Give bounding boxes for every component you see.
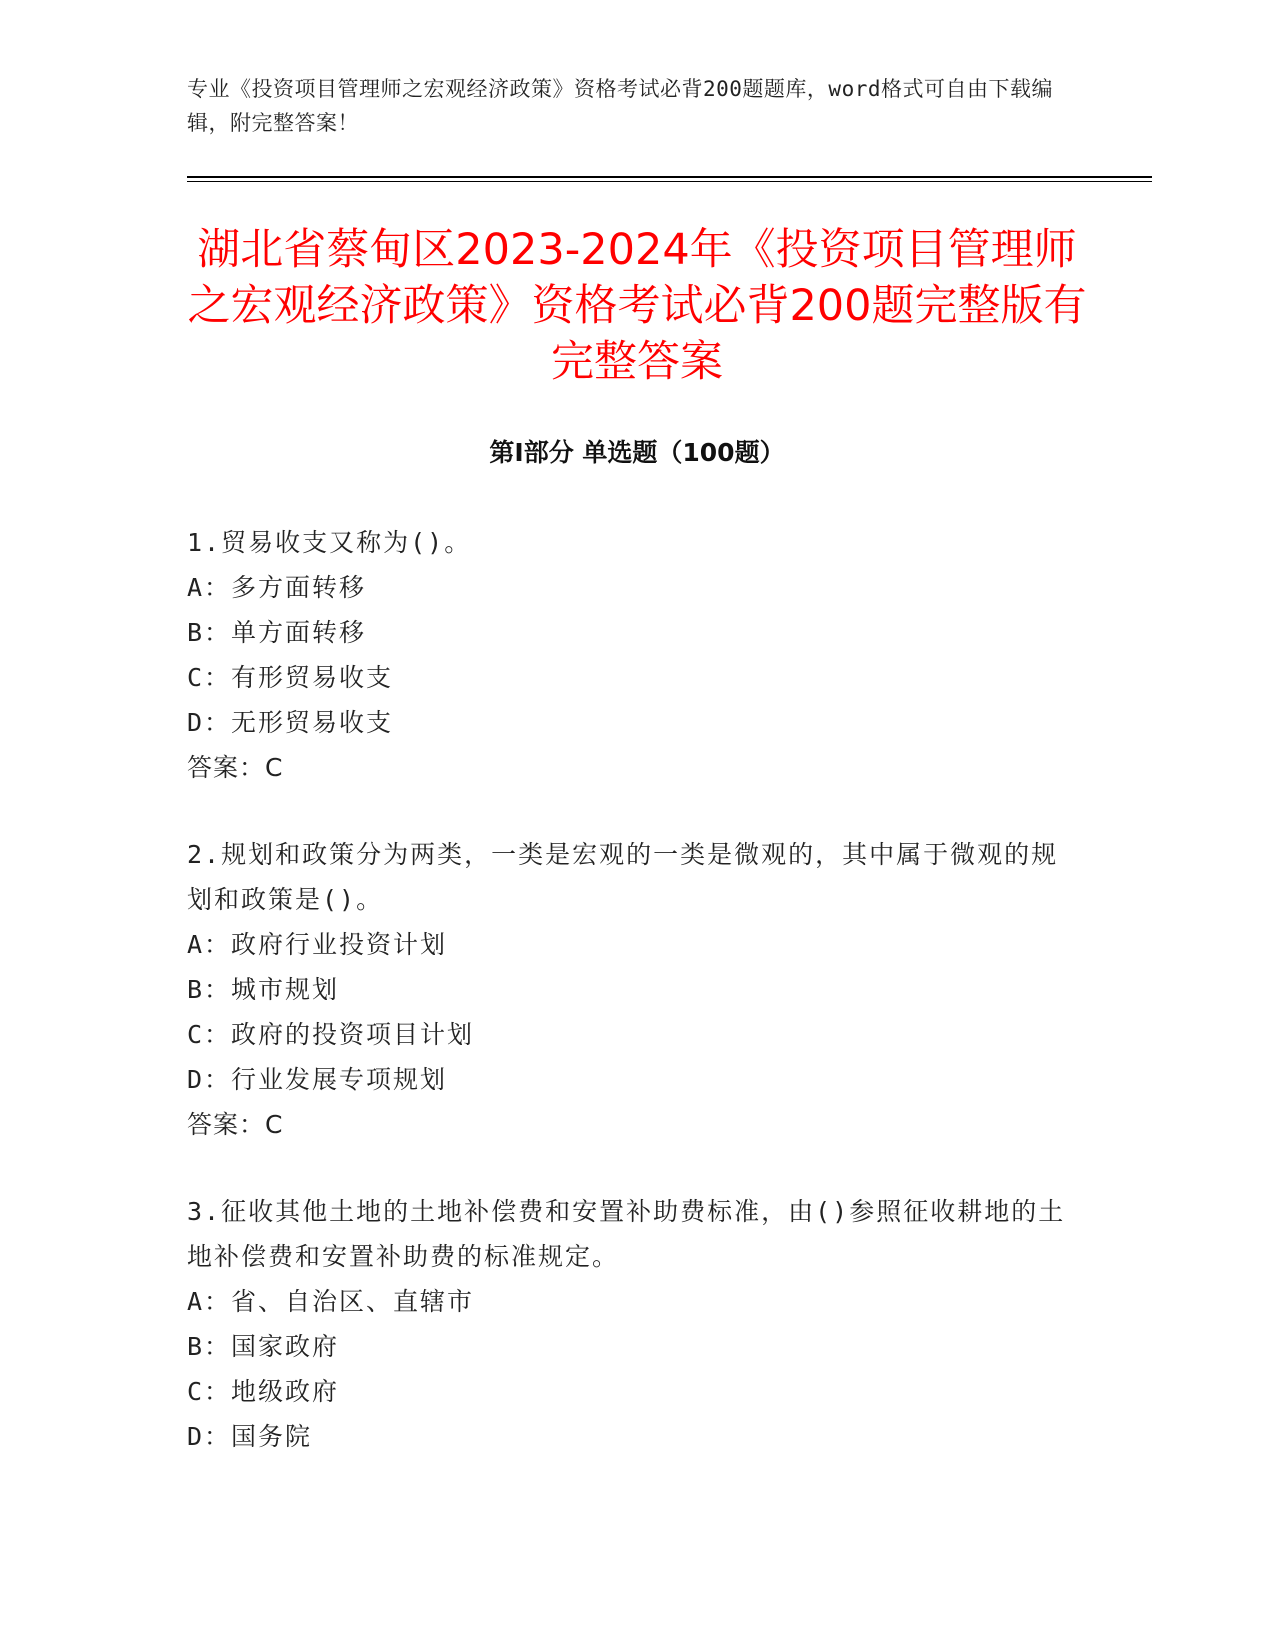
answer: 答案：C	[187, 753, 284, 782]
option-c: C：地级政府	[187, 1377, 340, 1406]
option-d: D：行业发展专项规划	[187, 1065, 448, 1094]
answer: 答案：C	[187, 1110, 284, 1139]
option-d: D：国务院	[187, 1422, 313, 1451]
option-c: C：有形贸易收支	[187, 663, 394, 692]
option-a: A：省、自治区、直辖市	[187, 1287, 475, 1316]
option-b: B：国家政府	[187, 1332, 340, 1361]
question-3	[187, 1189, 1067, 1459]
option-a: A：多方面转移	[187, 573, 367, 602]
question-1	[187, 520, 1067, 790]
option-b: B：单方面转移	[187, 618, 367, 647]
question-list	[187, 520, 1067, 1501]
option-a: A：政府行业投资计划	[187, 930, 448, 959]
question-stem: 1.贸易收支又称为()。	[187, 528, 472, 557]
document-title: 湖北省蔡甸区2023-2024年《投资项目管理师之宏观经济政策》资格考试必背200题完整版有完整答案	[187, 225, 1087, 387]
section-title: 第Ⅰ部分 单选题（100题）	[489, 438, 785, 467]
header-divider-thick	[187, 176, 1152, 178]
option-d: D：无形贸易收支	[187, 708, 394, 737]
question-stem: 2.规划和政策分为两类，一类是宏观的一类是微观的，其中属于微观的规划和政策是()。	[187, 840, 1059, 914]
question-stem: 3.征收其他土地的土地补偿费和安置补助费标准，由()参照征收耕地的土地补偿费和安置补助费的标准规定。	[187, 1197, 1066, 1271]
question-2	[187, 832, 1067, 1147]
header-divider-thin	[187, 181, 1152, 182]
option-b: B：城市规划	[187, 975, 340, 1004]
header-note: 专业《投资项目管理师之宏观经济政策》资格考试必背200题题库，word格式可自由下载编辑，附完整答案！	[187, 77, 1053, 135]
option-c: C：政府的投资项目计划	[187, 1020, 475, 1049]
